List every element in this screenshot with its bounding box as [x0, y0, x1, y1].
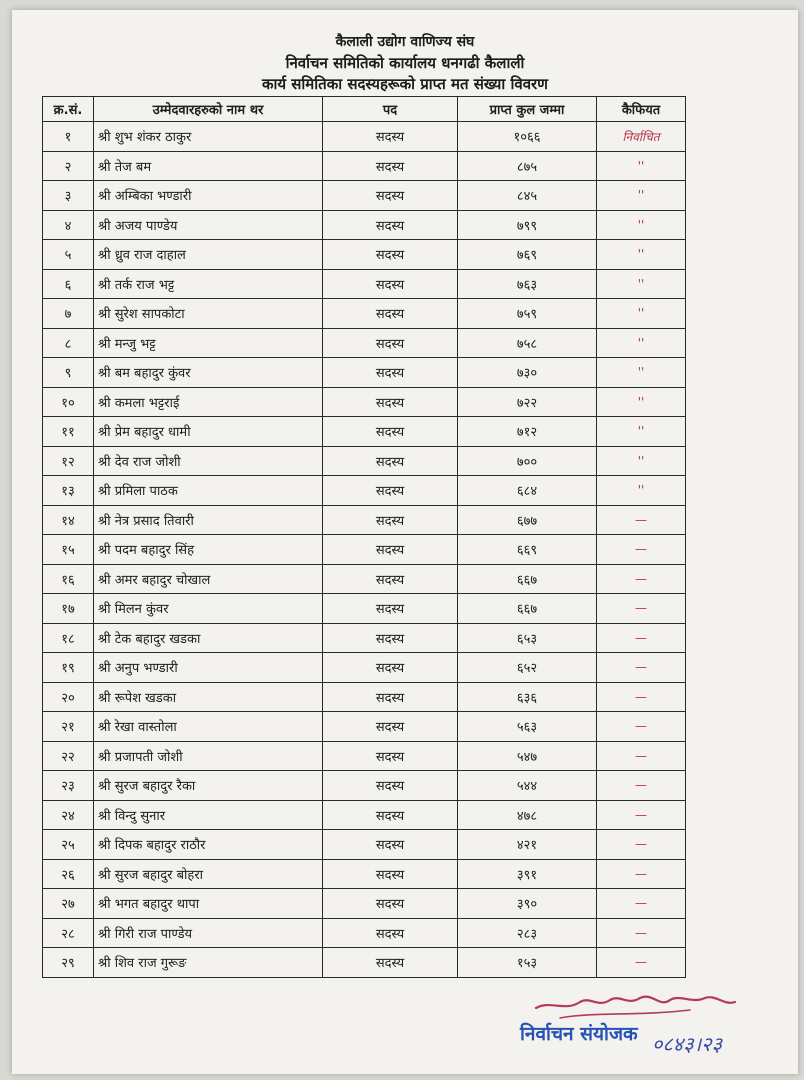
row-candidate-name: श्री सुरज बहादुर बोहरा — [94, 859, 323, 889]
row-serial: ८ — [43, 328, 94, 358]
row-candidate-name: श्री अम्बिका भण्डारी — [94, 181, 323, 211]
row-votes: ७२२ — [458, 387, 597, 417]
row-serial: ३ — [43, 181, 94, 211]
table-row — [43, 889, 686, 919]
row-remark: — — [597, 859, 686, 889]
row-candidate-name: श्री मिलन कुंवर — [94, 594, 323, 624]
row-serial: ६ — [43, 269, 94, 299]
row-serial: २२ — [43, 741, 94, 771]
row-remark: '' — [597, 476, 686, 506]
row-candidate-name: श्री पदम बहादुर सिंह — [94, 535, 323, 565]
row-votes: ५६३ — [458, 712, 597, 742]
row-remark: — — [597, 564, 686, 594]
row-serial: २४ — [43, 800, 94, 830]
table-row — [43, 800, 686, 830]
row-post: सदस्य — [323, 476, 458, 506]
row-candidate-name: श्री देव राज जोशी — [94, 446, 323, 476]
row-post: सदस्य — [323, 151, 458, 181]
col-candidate-name: उम्मेदवारहरुको नाम थर — [94, 97, 323, 122]
row-candidate-name: श्री मन्जु भट्ट — [94, 328, 323, 358]
row-post: सदस्य — [323, 771, 458, 801]
row-serial: २८ — [43, 918, 94, 948]
row-remark: — — [597, 771, 686, 801]
row-candidate-name: श्री सुरज बहादुर रैका — [94, 771, 323, 801]
table-row — [43, 505, 686, 535]
table-row — [43, 948, 686, 978]
row-candidate-name: श्री बम बहादुर कुंवर — [94, 358, 323, 388]
row-post: सदस्य — [323, 535, 458, 565]
row-votes: ५४७ — [458, 741, 597, 771]
row-serial: ७ — [43, 299, 94, 329]
row-post: सदस्य — [323, 741, 458, 771]
row-candidate-name: श्री तर्क राज भट्ट — [94, 269, 323, 299]
row-serial: ५ — [43, 240, 94, 270]
office-name: निर्वाचन समितिको कार्यालय धनगढी कैलाली — [285, 54, 525, 72]
table-row — [43, 535, 686, 565]
row-remark: — — [597, 623, 686, 653]
col-serial: क्र.सं. — [43, 97, 94, 122]
row-post: सदस्य — [323, 594, 458, 624]
col-remarks: कैफियत — [597, 97, 686, 122]
row-serial: १७ — [43, 594, 94, 624]
row-candidate-name: श्री गिरी राज पाण्डेय — [94, 918, 323, 948]
row-remark: '' — [597, 358, 686, 388]
row-remark: '' — [597, 151, 686, 181]
row-serial: ११ — [43, 417, 94, 447]
document-title: कार्य समितिका सदस्यहरूको प्राप्त मत संख्या विवरण — [261, 75, 549, 93]
row-serial: २९ — [43, 948, 94, 978]
row-serial: ९ — [43, 358, 94, 388]
row-serial: १४ — [43, 505, 94, 535]
row-votes: १५३ — [458, 948, 597, 978]
row-remark: — — [597, 653, 686, 683]
row-remark: — — [597, 741, 686, 771]
row-votes: ६७७ — [458, 505, 597, 535]
row-serial: १० — [43, 387, 94, 417]
row-serial: १ — [43, 122, 94, 152]
row-votes: ५४४ — [458, 771, 597, 801]
row-remark: निर्वाचित — [597, 122, 686, 152]
table-row — [43, 653, 686, 683]
row-post: सदस्य — [323, 181, 458, 211]
table-row — [43, 328, 686, 358]
row-post: सदस्य — [323, 210, 458, 240]
row-serial: ४ — [43, 210, 94, 240]
table-body — [43, 122, 686, 978]
table-row — [43, 771, 686, 801]
row-remark: '' — [597, 446, 686, 476]
row-remark: '' — [597, 299, 686, 329]
table-row — [43, 181, 686, 211]
row-remark: — — [597, 800, 686, 830]
row-remark: — — [597, 535, 686, 565]
row-post: सदस्य — [323, 564, 458, 594]
row-candidate-name: श्री तेज बम — [94, 151, 323, 181]
signature-date: ०८४३।२३ — [652, 1032, 722, 1056]
row-candidate-name: श्री दिपक बहादुर राठौर — [94, 830, 323, 860]
row-serial: १२ — [43, 446, 94, 476]
row-candidate-name: श्री रूपेश खडका — [94, 682, 323, 712]
row-votes: १०६६ — [458, 122, 597, 152]
table-row — [43, 151, 686, 181]
table-row — [43, 446, 686, 476]
row-post: सदस्य — [323, 889, 458, 919]
row-post: सदस्य — [323, 328, 458, 358]
row-serial: २० — [43, 682, 94, 712]
row-candidate-name: श्री अमर बहादुर चोखाल — [94, 564, 323, 594]
row-candidate-name: श्री शुभ शंकर ठाकुर — [94, 122, 323, 152]
row-votes: ६६९ — [458, 535, 597, 565]
table-row — [43, 387, 686, 417]
row-serial: १९ — [43, 653, 94, 683]
row-votes: ७६९ — [458, 240, 597, 270]
row-serial: २३ — [43, 771, 94, 801]
row-candidate-name: श्री प्रमिला पाठक — [94, 476, 323, 506]
table-row — [43, 712, 686, 742]
row-votes: ३९१ — [458, 859, 597, 889]
row-votes: ६५२ — [458, 653, 597, 683]
table-row — [43, 358, 686, 388]
table-row — [43, 859, 686, 889]
row-serial: २१ — [43, 712, 94, 742]
row-votes: ६८४ — [458, 476, 597, 506]
row-votes: ७९९ — [458, 210, 597, 240]
row-votes: ८७५ — [458, 151, 597, 181]
table-header-row — [43, 97, 686, 122]
row-post: सदस्य — [323, 859, 458, 889]
coordinator-label: निर्वाचन संयोजक — [520, 1023, 638, 1045]
row-remark: — — [597, 505, 686, 535]
row-votes: ४७८ — [458, 800, 597, 830]
table-row — [43, 682, 686, 712]
table-row — [43, 830, 686, 860]
row-votes: ७५८ — [458, 328, 597, 358]
row-remark: '' — [597, 269, 686, 299]
row-post: सदस्य — [323, 122, 458, 152]
row-remark: — — [597, 948, 686, 978]
results-table — [42, 96, 686, 978]
row-candidate-name: श्री अनुप भण्डारी — [94, 653, 323, 683]
row-remark: '' — [597, 417, 686, 447]
table-row — [43, 122, 686, 152]
row-votes: ७३० — [458, 358, 597, 388]
row-votes: २८३ — [458, 918, 597, 948]
row-remark: '' — [597, 387, 686, 417]
table-row — [43, 269, 686, 299]
row-votes: ७०० — [458, 446, 597, 476]
table-row — [43, 299, 686, 329]
row-candidate-name: श्री शिव राज गुरूङ — [94, 948, 323, 978]
row-serial: १३ — [43, 476, 94, 506]
row-post: सदस्य — [323, 948, 458, 978]
row-candidate-name: श्री नेत्र प्रसाद तिवारी — [94, 505, 323, 535]
row-serial: २६ — [43, 859, 94, 889]
row-post: सदस्य — [323, 830, 458, 860]
row-votes: ७५९ — [458, 299, 597, 329]
row-votes: ६६७ — [458, 564, 597, 594]
row-candidate-name: श्री टेक बहादुर खडका — [94, 623, 323, 653]
row-post: सदस्य — [323, 446, 458, 476]
row-serial: १५ — [43, 535, 94, 565]
row-candidate-name: श्री ध्रुव राज दाहाल — [94, 240, 323, 270]
row-votes: ६५३ — [458, 623, 597, 653]
row-votes: ७१२ — [458, 417, 597, 447]
row-serial: २ — [43, 151, 94, 181]
row-remark: — — [597, 682, 686, 712]
row-candidate-name: श्री प्रजापती जोशी — [94, 741, 323, 771]
row-candidate-name: श्री प्रेम बहादुर धामी — [94, 417, 323, 447]
row-post: सदस्य — [323, 800, 458, 830]
col-post: पद — [323, 97, 458, 122]
row-votes: ६६७ — [458, 594, 597, 624]
row-post: सदस्य — [323, 387, 458, 417]
row-candidate-name: श्री भगत बहादुर थापा — [94, 889, 323, 919]
row-remark: '' — [597, 328, 686, 358]
table-row — [43, 476, 686, 506]
row-post: सदस्य — [323, 358, 458, 388]
row-post: सदस्य — [323, 417, 458, 447]
row-post: सदस्य — [323, 623, 458, 653]
row-post: सदस्य — [323, 712, 458, 742]
row-remark: — — [597, 830, 686, 860]
row-serial: २५ — [43, 830, 94, 860]
row-candidate-name: श्री अजय पाण्डेय — [94, 210, 323, 240]
row-serial: १६ — [43, 564, 94, 594]
row-candidate-name: श्री सुरेश सापकोटा — [94, 299, 323, 329]
row-post: सदस्य — [323, 505, 458, 535]
row-votes: ३९० — [458, 889, 597, 919]
row-remark: — — [597, 712, 686, 742]
row-remark: — — [597, 594, 686, 624]
table-row — [43, 417, 686, 447]
row-votes: ८४५ — [458, 181, 597, 211]
table-row — [43, 210, 686, 240]
row-post: सदस्य — [323, 918, 458, 948]
row-post: सदस्य — [323, 240, 458, 270]
row-serial: २७ — [43, 889, 94, 919]
row-candidate-name: श्री रेखा वास्तोला — [94, 712, 323, 742]
row-votes: ६३६ — [458, 682, 597, 712]
table-row — [43, 623, 686, 653]
org-name: कैलाली उद्योग वाणिज्य संघ — [335, 34, 475, 50]
row-post: सदस्य — [323, 653, 458, 683]
table-row — [43, 918, 686, 948]
row-remark: — — [597, 889, 686, 919]
row-post: सदस्य — [323, 682, 458, 712]
table-row — [43, 741, 686, 771]
table-row — [43, 594, 686, 624]
row-votes: ७६३ — [458, 269, 597, 299]
row-candidate-name: श्री विन्दु सुनार — [94, 800, 323, 830]
row-remark: '' — [597, 181, 686, 211]
row-post: सदस्य — [323, 269, 458, 299]
row-serial: १८ — [43, 623, 94, 653]
row-votes: ४२१ — [458, 830, 597, 860]
row-post: सदस्य — [323, 299, 458, 329]
row-candidate-name: श्री कमला भट्टराई — [94, 387, 323, 417]
row-remark: — — [597, 918, 686, 948]
table-row — [43, 240, 686, 270]
table-row — [43, 564, 686, 594]
col-votes: प्राप्त कुल जम्मा — [458, 97, 597, 122]
row-remark: '' — [597, 210, 686, 240]
row-remark: '' — [597, 240, 686, 270]
